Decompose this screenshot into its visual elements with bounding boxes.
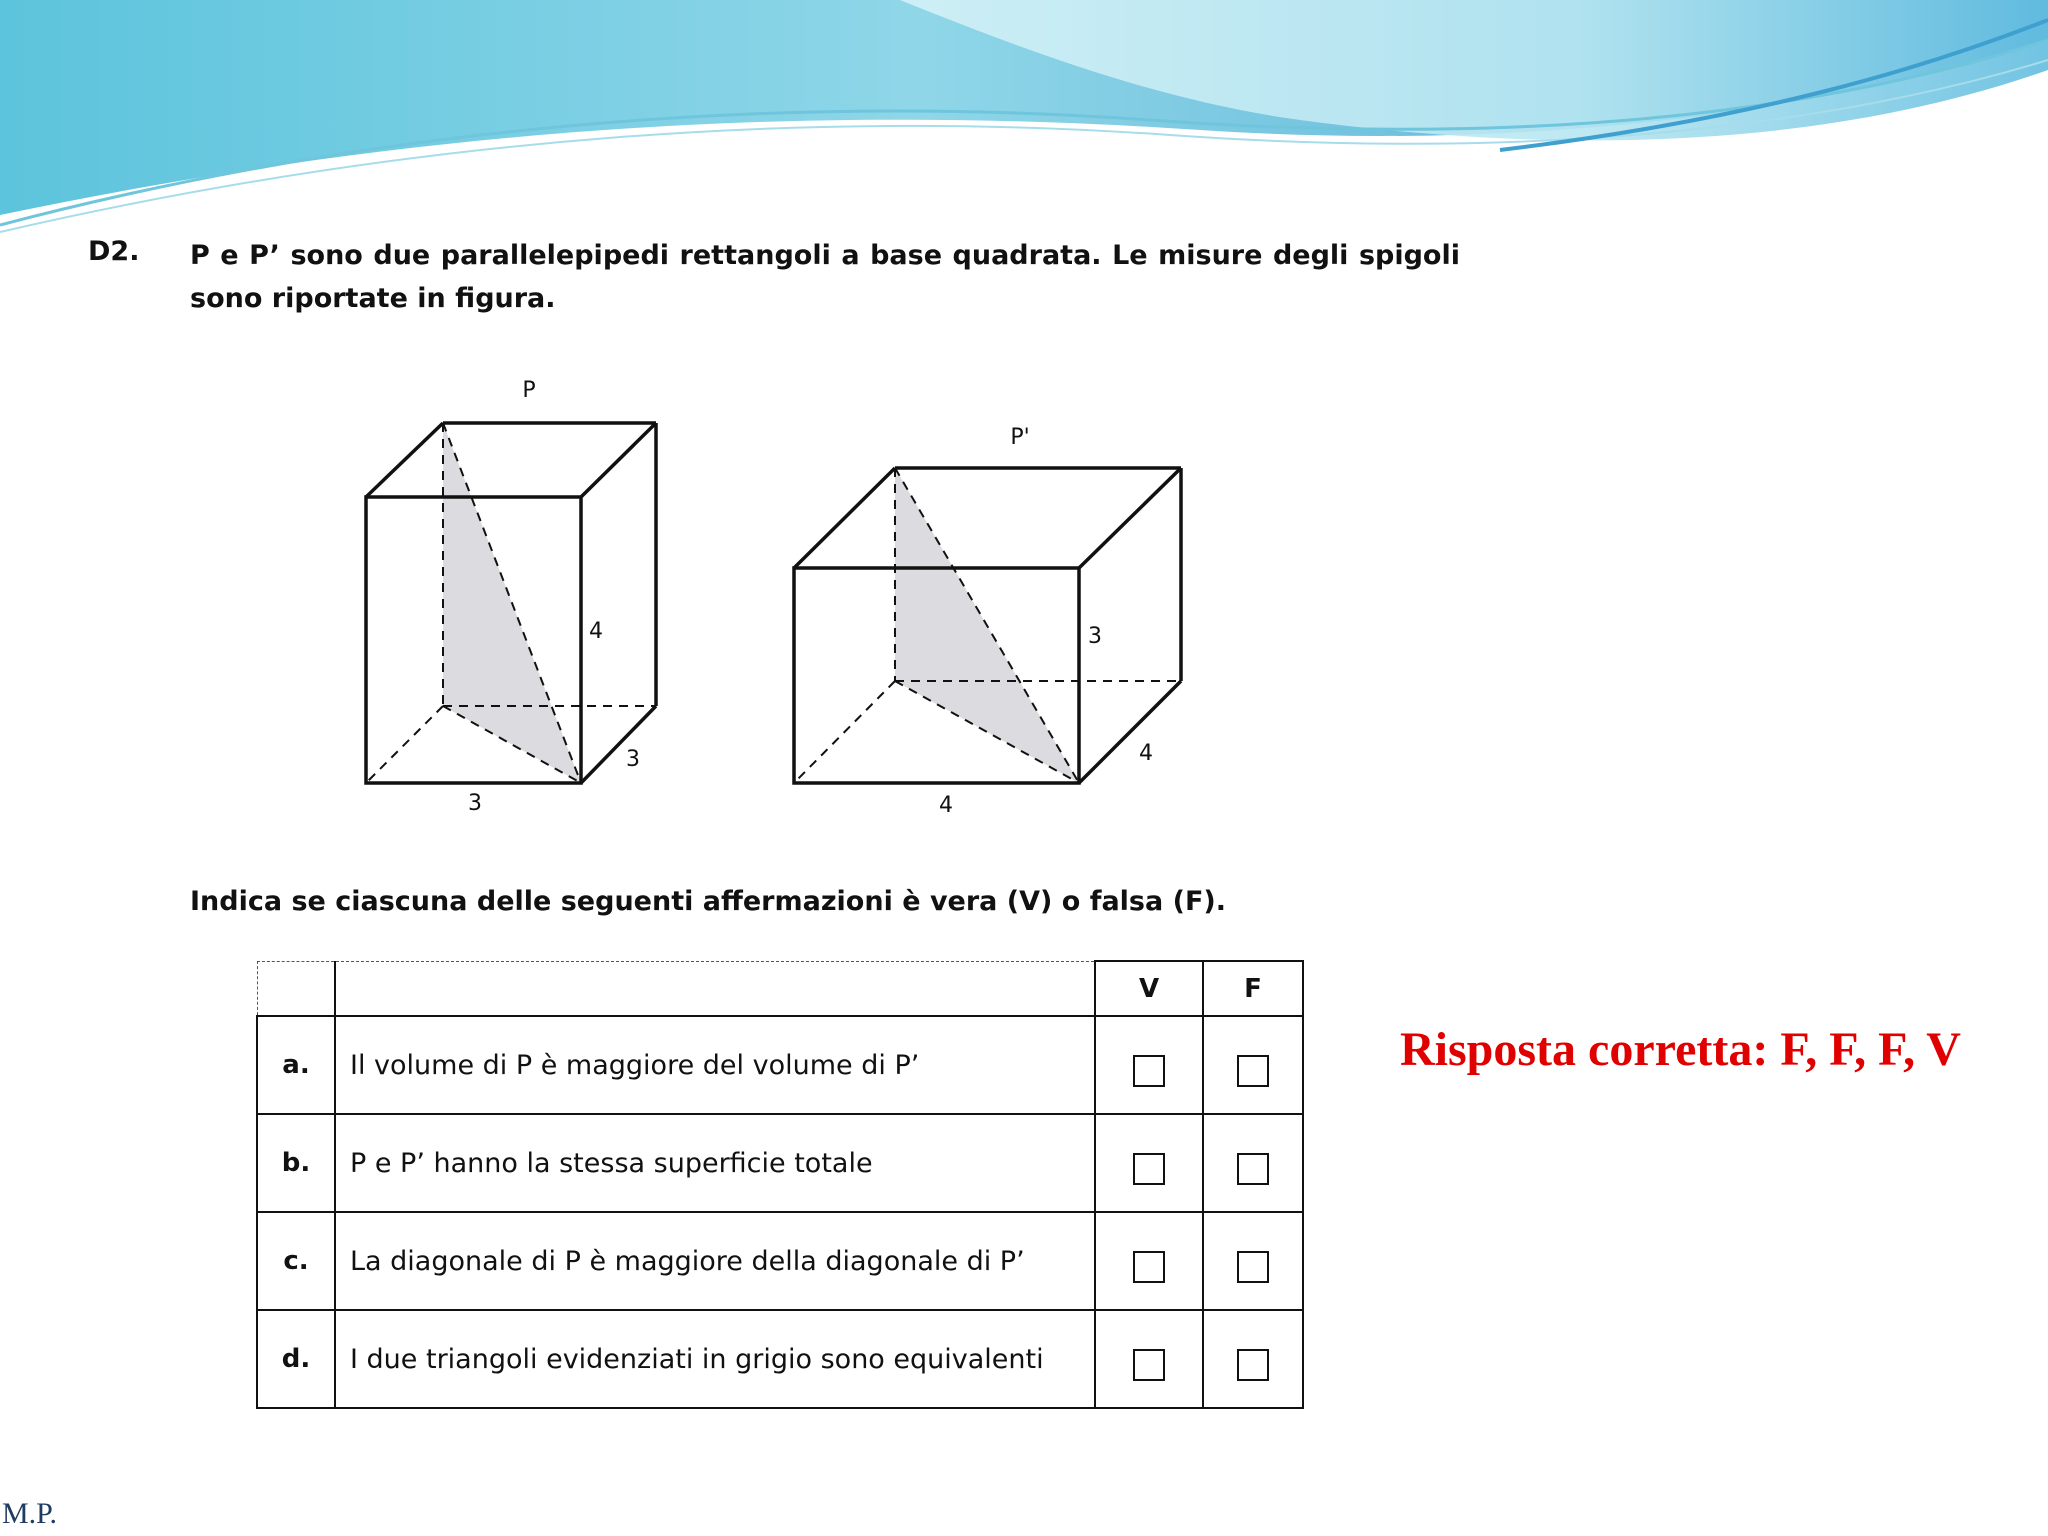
solid-p (366, 378, 656, 816)
header-false: F (1203, 961, 1303, 1016)
table-row (257, 1212, 1303, 1310)
edge-p-prime-depth: 4 (1139, 741, 1153, 766)
header-wave-decoration (0, 0, 2048, 240)
edge-p-height: 4 (589, 619, 603, 644)
checkbox-b-true[interactable] (1133, 1153, 1165, 1185)
question-text: P e P’ sono due parallelepipedi rettangoli a base quadrata. Le misure degli spigoli sono riportate in figura. (190, 240, 1460, 314)
checkbox-d-true[interactable] (1133, 1349, 1165, 1381)
checkbox-b-false[interactable] (1237, 1153, 1269, 1185)
row-statement: Il volume di P è maggiore del volume di P’ (335, 1016, 1095, 1114)
table-row (257, 1114, 1303, 1212)
true-false-table (256, 960, 1304, 1409)
edge-p-prime-height: 3 (1088, 624, 1102, 649)
edge-p-width: 3 (468, 791, 482, 816)
table-header-row (257, 961, 1303, 1016)
row-statement: P e P’ hanno la stessa superficie totale (335, 1114, 1095, 1212)
solid-p-prime (794, 425, 1181, 818)
checkbox-c-false[interactable] (1237, 1251, 1269, 1283)
header-blank-text (335, 961, 1095, 1016)
correct-answer: Risposta corretta: F, F, F, V (1400, 1023, 1961, 1076)
row-letter: c. (257, 1212, 335, 1310)
table-row (257, 1016, 1303, 1114)
row-letter: b. (257, 1114, 335, 1212)
question-number: D2. (88, 236, 140, 267)
parallelepipeds-figure (340, 360, 1220, 830)
label-p: P (522, 378, 536, 403)
edge-p-prime-width: 4 (939, 793, 953, 818)
checkbox-c-true[interactable] (1133, 1251, 1165, 1283)
edge-p-depth: 3 (626, 747, 640, 772)
instruction-text: Indica se ciascuna delle seguenti affermazioni è vera (V) o falsa (F). (190, 886, 1227, 917)
label-p-prime: P' (1010, 425, 1030, 450)
row-statement: La diagonale di P è maggiore della diagonale di P’ (335, 1212, 1095, 1310)
row-statement: I due triangoli evidenziati in grigio sono equivalenti (335, 1310, 1095, 1408)
checkbox-a-true[interactable] (1133, 1055, 1165, 1087)
table-row (257, 1310, 1303, 1408)
checkbox-d-false[interactable] (1237, 1349, 1269, 1381)
header-blank-letter (257, 961, 335, 1016)
checkbox-a-false[interactable] (1237, 1055, 1269, 1087)
author-initials: M.P. (2, 1497, 58, 1530)
row-letter: a. (257, 1016, 335, 1114)
row-letter: d. (257, 1310, 335, 1408)
header-true: V (1095, 961, 1203, 1016)
